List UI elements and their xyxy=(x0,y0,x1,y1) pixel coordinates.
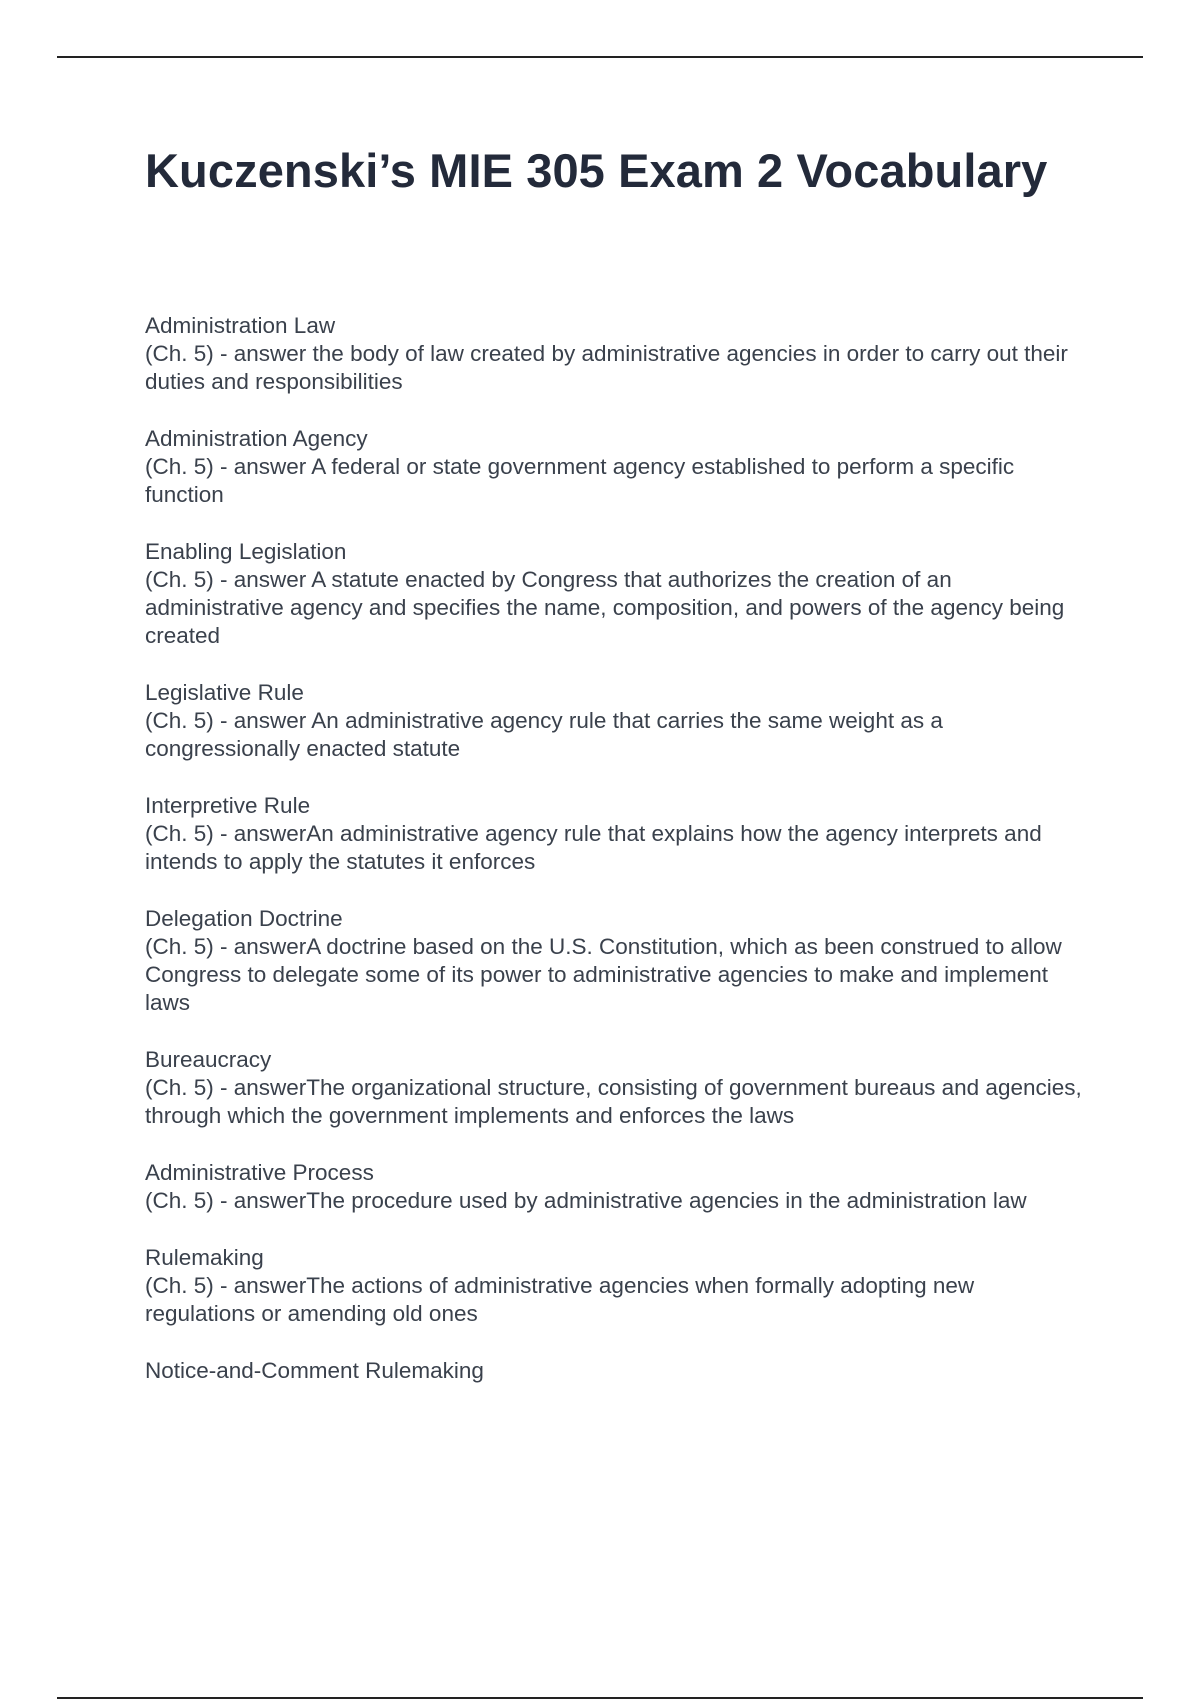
vocabulary-term: Administrative Process xyxy=(145,1160,374,1185)
vocabulary-definition: (Ch. 5) - answerThe actions of administrative agencies when formally adopting new regulations or amending old ones xyxy=(145,1273,975,1326)
vocabulary-entry xyxy=(145,679,1090,763)
vocabulary-term: Delegation Doctrine xyxy=(145,906,343,931)
vocabulary-definition: (Ch. 5) - answer A statute enacted by Congress that authorizes the creation of an administrative agency and specifies the name, composition, and powers of the agency being created xyxy=(145,567,1065,648)
vocabulary-definition: (Ch. 5) - answerThe organizational structure, consisting of government bureaus and agencies, through which the government implements and enforces the laws xyxy=(145,1075,1082,1128)
page-title: Kuczenski’s MIE 305 Exam 2 Vocabulary xyxy=(145,144,1048,197)
vocabulary-term: Rulemaking xyxy=(145,1245,264,1270)
vocabulary-definition: (Ch. 5) - answerA doctrine based on the U.S. Constitution, which as been construed to allow Congress to delegate some of its power to administrative agencies to make and implement laws xyxy=(145,934,1062,1015)
vocabulary-definition: (Ch. 5) - answer An administrative agency rule that carries the same weight as a congressionally enacted statute xyxy=(145,708,943,761)
vocabulary-list xyxy=(145,312,1090,1414)
vocabulary-term: Administration Law xyxy=(145,313,336,338)
vocabulary-entry xyxy=(145,1046,1090,1130)
vocabulary-term: Administration Agency xyxy=(145,426,368,451)
vocabulary-entry xyxy=(145,312,1090,396)
vocabulary-entry xyxy=(145,1244,1090,1328)
vocabulary-definition: (Ch. 5) - answer A federal or state government agency established to perform a specific function xyxy=(145,454,1015,507)
vocabulary-definition: (Ch. 5) - answer the body of law created by administrative agencies in order to carry out their duties and responsibilities xyxy=(145,341,1068,394)
vocabulary-entry xyxy=(145,905,1090,1017)
vocabulary-entry xyxy=(145,792,1090,876)
vocabulary-term: Interpretive Rule xyxy=(145,793,311,818)
vocabulary-entry xyxy=(145,1357,1090,1385)
vocabulary-term: Bureaucracy xyxy=(145,1047,272,1072)
vocabulary-term: Legislative Rule xyxy=(145,680,304,705)
vocabulary-entry xyxy=(145,538,1090,650)
vocabulary-definition: (Ch. 5) - answerAn administrative agency rule that explains how the agency interprets and intends to apply the statutes it enforces xyxy=(145,821,1042,874)
vocabulary-entry xyxy=(145,1159,1090,1215)
vocabulary-term: Notice-and-Comment Rulemaking xyxy=(145,1358,484,1383)
vocabulary-entry xyxy=(145,425,1090,509)
vocabulary-definition: (Ch. 5) - answerThe procedure used by administrative agencies in the administration law xyxy=(145,1188,1027,1213)
top-divider xyxy=(57,56,1143,58)
bottom-divider xyxy=(57,1697,1143,1699)
vocabulary-term: Enabling Legislation xyxy=(145,539,347,564)
